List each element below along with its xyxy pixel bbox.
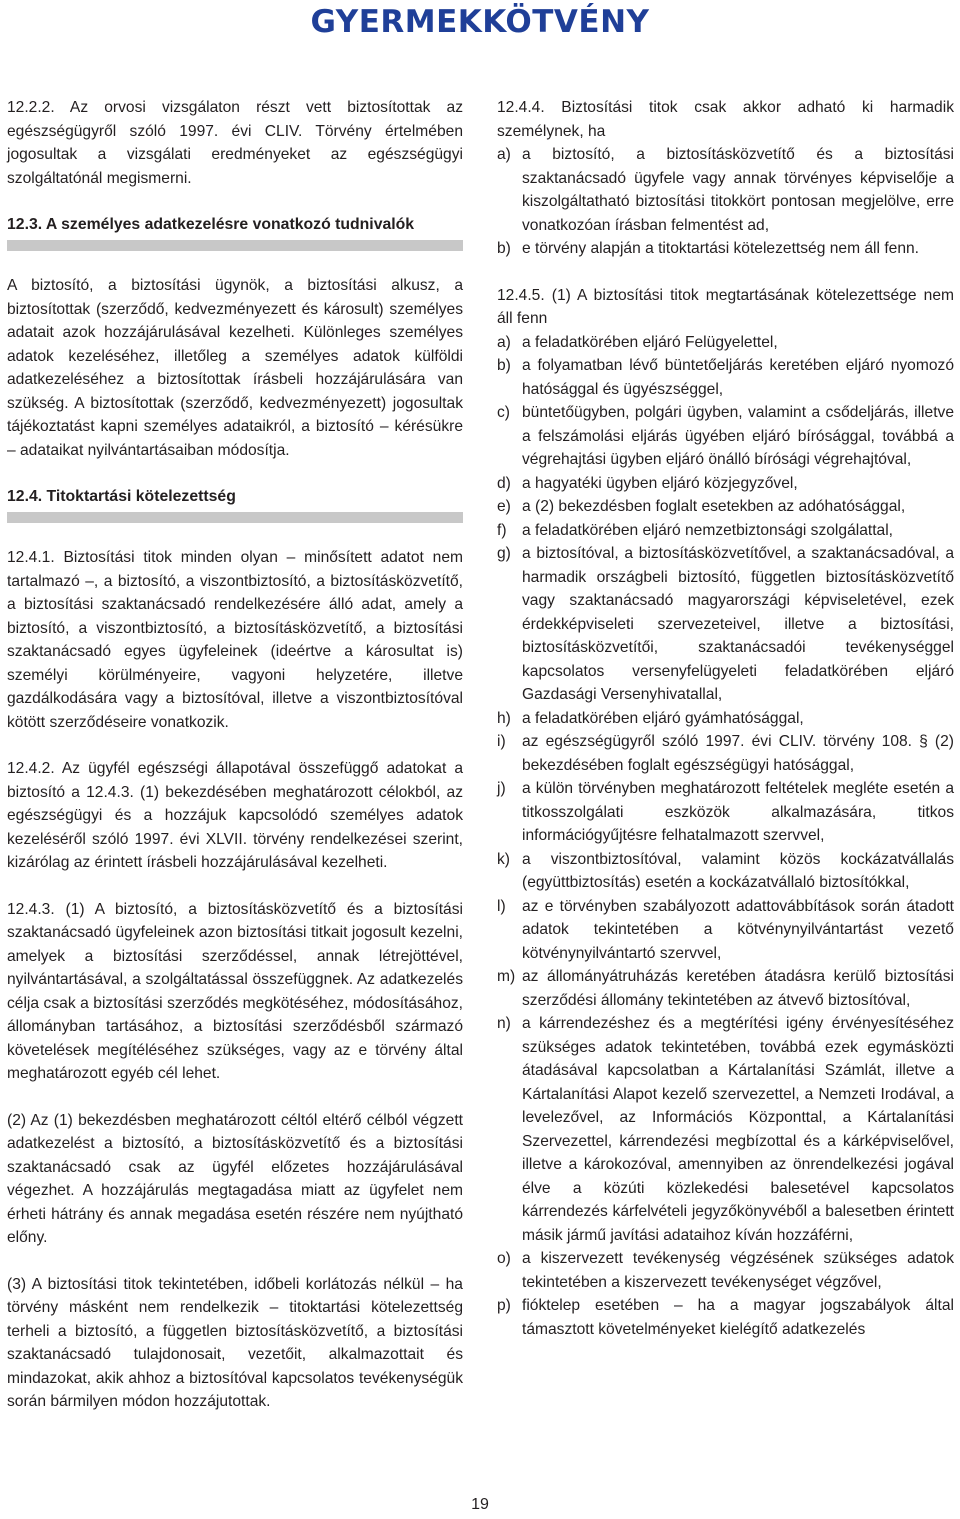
left-column (7, 96, 463, 1437)
paragraph-12-4-3-2: (2) Az (1) bekezdésben meghatározott céltól eltérő célból végzett adatkezelést a biztosító, a biztosításközvetítő és a biztosítási szaktanácsadó csak az ügyfél előzetes hozzájárulásával végezhet. A hozzájárulás megtagadása miatt az ügyfelet nem érheti hátrány és annak megadása esetén részére nem nyújtható előny. (7, 1111, 463, 1246)
list-item (497, 331, 954, 355)
list-letter: d) (497, 474, 511, 492)
list-letter: m) (497, 968, 516, 985)
section-heading-12-4: 12.4. Titoktartási kötelezettség (7, 488, 236, 505)
list-item (497, 848, 954, 895)
list-text: e törvény alapján a titoktartási kötelezettség nem áll fenn. (522, 240, 920, 257)
list-item (497, 354, 954, 401)
list-letter: f) (497, 521, 507, 539)
list-letter: a) (497, 146, 511, 163)
list-letter: b) (497, 357, 511, 374)
list-letter: j) (497, 780, 506, 797)
page-number: 19 (471, 1496, 489, 1513)
list-item (497, 237, 954, 261)
list-letter: o) (497, 1250, 511, 1267)
list-text: a biztosító, a biztosításközvetítő és a biztosítási szaktanácsadó ügyfele vagy annak törvényes képviselője a kiszolgáltatható biztosítási titokkört pontosan megjelölve, erre vonatkozóan írásban felmentést ad, (522, 146, 954, 234)
list-text: az e törvényben szabályozott adattovábbítások során átadott adatok tekintetében a kötvénynyilvántartást vezető kötvénynyilvántartó szervvel, (522, 897, 954, 962)
list-text: a külön törvényben meghatározott feltételek megléte esetén a titkosszolgálati eszközök alkalmazására, titkos információgyűjtésre felhatalmazott szervvel, (522, 780, 954, 844)
list-text: a folyamatban lévő büntetőeljárás keretében eljáró nyomozó hatósággal és ügyészséggel, (522, 357, 954, 398)
list-letter: k) (497, 850, 510, 868)
section-divider (7, 512, 463, 523)
list-item (497, 965, 954, 1012)
paragraph-personal-data: A biztosító, a biztosítási ügynök, a biztosítási alkusz, a biztosítottak (szerződő, kedvezményezett és károsult) személyes adatait azok hozzájárulásával kezelheti. Különleges személyes adatok kezeléséhez, illetőleg a személyes adatok külföldi adatkezeléséhez a biztosítottak írásbeli hozzájárulására van szükség. A biztosítottak (szerződő, kedvezményezett) jogosultak tájékoztatást kapni személyes adataikról, a biztosító – kérésükre – adataikat nyilvántartásaiban módosítja. (7, 277, 463, 459)
list-text: a (2) bekezdésben foglalt esetekben az adóhatósággal, (522, 498, 906, 515)
list-letter: e) (497, 498, 511, 515)
list-item (497, 707, 954, 731)
paragraph-12-4-1: 12.4.1. Biztosítási titok minden olyan – minősített adatot nem tartalmazó –, a biztosító, a viszontbiztosító, a biztosításközvetítő, a biztosítási szaktanácsadó rendelkezésére álló adat, amely a biztosító, a viszontbiztosító, a biztosításközvetítő, a biztosítási szaktanácsadó egyes ügyfeleinek (ideértve a károsultat is) személyi körülményeire, vagyoni helyzetére, illetve gazdálkodására vagy a biztosítóval, illetve a viszontbiztosítóval kötött szerződéseire vonatkozik. (7, 549, 463, 731)
list-item (497, 519, 954, 543)
list-letter: g) (497, 545, 511, 562)
list-letter: a) (497, 333, 511, 351)
list-text: a feladatkörében eljáró Felügyelettel, (522, 333, 778, 351)
list-letter: p) (497, 1297, 511, 1314)
list-text: a feladatkörében eljáró nemzetbiztonsági szolgálattal, (522, 521, 894, 539)
list-item (497, 401, 954, 472)
list-text: az egészségügyről szóló 1997. évi CLIV. törvény 108. § (2) bekezdésében foglalt egészségügyi hatósággal, (522, 733, 954, 774)
list-letter: c) (497, 404, 510, 421)
section-divider (7, 240, 463, 251)
list-text: a kiszervezett tevékenység végzésének szükséges adatok tekintetében a kiszervezett tevékenységet végzővel, (522, 1250, 954, 1291)
list-12-4-4 (497, 143, 954, 261)
list-text: az állományátruházás keretében átadásra kerülő biztosítási szerződési állomány tekintetében az átvevő biztosítóval, (522, 968, 954, 1009)
section-heading-12-3: 12.3. A személyes adatkezelésre vonatkozó tudnivalók (7, 216, 415, 233)
list-item (497, 1012, 954, 1247)
list-item (497, 777, 954, 848)
list-letter: h) (497, 709, 511, 727)
paragraph-12-4-2: 12.4.2. Az ügyfél egészségi állapotával összefüggő adatokat a biztosító a 12.4.3. (1) bekezdésében meghatározott célokból, az egészségügyi és a hozzájuk kapcsolódó személyes adatok kezeléséről szóló 1997. évi XLVII. törvény rendelkezései szerint, kizárólag az érintett írásbeli hozzájárulásával kezelheti. (7, 760, 463, 871)
list-text: a hagyatéki ügyben eljáró közjegyzővel, (522, 474, 798, 492)
right-column (497, 96, 954, 1364)
list-text: büntetőügyben, polgári ügyben, valamint a csődeljárás, illetve a felszámolási eljárás ügyében eljáró bírósággal, továbbá a végrehajtási ügyben eljáró önálló bírósági végrehajtóval, (522, 404, 954, 468)
list-12-4-5 (497, 331, 954, 1342)
list-item (497, 495, 954, 519)
paragraph-12-4-3-1: 12.4.3. (1) A biztosító, a biztosításközvetítő és a biztosítási szaktanácsadó ügyfeleinek azon biztosítási titkait jogosult kezelni, amelyek a biztosítási szerződéssel, annak létrejöttével, nyilvántartásával, a szolgáltatással összefüggnek. Az adatkezelés célja csak a biztosítási szerződés megkötéséhez, módosításához, állományban tartásához, a biztosítási szerződésből származó követelések megítéléséhez szükséges, vagy az e törvény által meghatározott egyéb cél lehet. (7, 900, 463, 1082)
list-item (497, 730, 954, 777)
list-letter: i) (497, 733, 506, 750)
paragraph-12-4-3-3: (3) A biztosítási titok tekintetében, időbeli korlátozás nélkül – ha törvény másként nem rendelkezik – titoktartási kötelezettség terheli a biztosító, a független biztosításközvetítő, a biztosítási szaktanácsadó tulajdonosait, vezetőit, alkalmazottait és mindazokat, akik ahhoz a biztosítóval kapcsolatos tevékenységük során bármilyen módon hozzájutottak. (7, 1275, 463, 1410)
paragraph-12-2-2: 12.2.2. Az orvosi vizsgálaton részt vett biztosítottak az egészségügyről szóló 1997. évi CLIV. Törvény értelmében jogosultak a vizsgálati eredményeket az egészségügyi szolgáltatónál megismerni. (7, 99, 463, 187)
list-item (497, 542, 954, 707)
list-item (497, 143, 954, 237)
list-text: a biztosítóval, a biztosításközvetítővel, a szaktanácsadóval, a harmadik országbeli biztosító, független biztosításközvetítő vagy szaktanácsadó magyarországi képviseletével, ezek érdekképviseleti szervezeteivel, illetve a biztosítási, biztosításközvetítői, szaktanácsadói tevékenységgel kapcsolatos versenyfelügyeleti feladatkörében eljáró Gazdasági Versenyhivatallal, (522, 545, 954, 703)
list-text: a viszontbiztosítóval, valamint közös kockázatvállalás (együttbiztosítás) esetén a kockázatvállaló biztosítókkal, (522, 850, 954, 891)
list-letter: n) (497, 1015, 511, 1032)
list-text: a kárrendezéshez és a megtérítési igény érvényesítéséhez szükséges adatok tekintetében, továbbá ezek egymásközti átadásával kapcsolatban a Kártalanítási Számlát, illetve a Kártalanítási Alapot kezelő szervezettel, a Nemzeti Irodával, a levelezővel, az Információs Központtal, a Kártalanítási Szervezettel, kárrendezési megbízottal és a kárképviselővel, illetve a károkozóval, amennyiben az önrendelkezési jogával élve a közúti közlekedési balesetével kapcsolatos kárrendezés kárfelvételi jegyzőkönyvéből a balesetben érintett másik jármű javítási adataihoz kíván hozzáférni, (522, 1015, 954, 1244)
list-letter: l) (497, 897, 506, 915)
list-letter: b) (497, 240, 511, 257)
list-item (497, 1247, 954, 1294)
list-text: fióktelep esetében – ha a magyar jogszabályok által támasztott követelményeket kielégítő adatkezelés (522, 1297, 954, 1338)
list-text: a feladatkörében eljáró gyámhatósággal, (522, 709, 804, 727)
page-title: GYERMEKKÖTVÉNY (310, 4, 650, 40)
list-item (497, 1294, 954, 1341)
paragraph-12-4-5: 12.4.5. (1) A biztosítási titok megtartásának kötelezettsége nem áll fenn (497, 286, 954, 327)
list-item (497, 895, 954, 966)
list-item (497, 472, 954, 496)
paragraph-12-4-4: 12.4.4. Biztosítási titok csak akkor adható ki harmadik személynek, ha (497, 99, 954, 140)
